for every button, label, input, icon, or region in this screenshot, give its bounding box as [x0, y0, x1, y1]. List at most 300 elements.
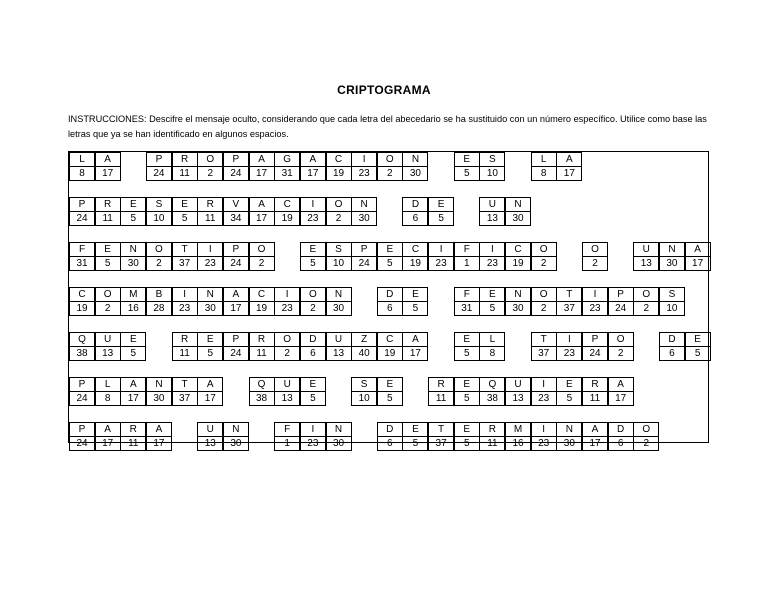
- cell-number: 17: [197, 391, 223, 406]
- cell-number: 30: [223, 436, 249, 451]
- cell-number: 23: [274, 301, 300, 316]
- letter-cell: [69, 242, 95, 272]
- letter-cell: [505, 197, 531, 227]
- cell-letter: A: [223, 287, 249, 302]
- letter-cell: [659, 242, 685, 272]
- letter-cell: [377, 287, 403, 317]
- cell-number: 5: [454, 391, 480, 406]
- cell-letter: O: [274, 332, 300, 347]
- letter-cell: [172, 332, 198, 362]
- letter-cell: [146, 152, 172, 182]
- cell-number: 30: [326, 436, 352, 451]
- cell-number: 11: [197, 211, 223, 226]
- cell-letter: C: [505, 242, 531, 257]
- cell-number: 17: [582, 436, 608, 451]
- letter-cell: [556, 287, 582, 317]
- cell-number: 23: [479, 256, 505, 271]
- letter-cell: [351, 242, 377, 272]
- cell-number: 5: [172, 211, 198, 226]
- cell-number: 24: [69, 211, 95, 226]
- cell-letter: C: [274, 197, 300, 212]
- cell-number: 23: [531, 436, 557, 451]
- cell-letter: R: [197, 197, 223, 212]
- cell-letter: P: [582, 332, 608, 347]
- letter-cell: [402, 242, 428, 272]
- letter-cell: [274, 152, 300, 182]
- cell-letter: O: [146, 242, 172, 257]
- letter-cell: [582, 242, 608, 272]
- cell-number: 2: [531, 256, 557, 271]
- cell-letter: E: [685, 332, 711, 347]
- cell-letter: N: [197, 287, 223, 302]
- cell-number: 28: [146, 301, 172, 316]
- letter-cell: [300, 152, 326, 182]
- letter-cell: [95, 332, 121, 362]
- cell-number: 24: [351, 256, 377, 271]
- cell-letter: C: [249, 287, 275, 302]
- letter-cell: [531, 377, 557, 407]
- cell-number: 19: [377, 346, 403, 361]
- letter-cell: [479, 422, 505, 452]
- cell-number: 19: [69, 301, 95, 316]
- letter-cell: [172, 242, 198, 272]
- letter-cell: [377, 377, 403, 407]
- cell-letter: P: [223, 332, 249, 347]
- letter-cell: [402, 332, 428, 362]
- cell-number: 5: [120, 211, 146, 226]
- cell-number: 19: [402, 256, 428, 271]
- letter-cell: [69, 152, 95, 182]
- cell-letter: D: [402, 197, 428, 212]
- cell-letter: N: [120, 242, 146, 257]
- letter-cell: [274, 197, 300, 227]
- cell-letter: E: [172, 197, 198, 212]
- cell-letter: E: [454, 377, 480, 392]
- cell-number: 5: [685, 346, 711, 361]
- cell-letter: S: [479, 152, 505, 167]
- cell-number: 5: [377, 391, 403, 406]
- letter-cell: [377, 152, 403, 182]
- cell-number: 1: [274, 436, 300, 451]
- cell-number: 5: [120, 346, 146, 361]
- letter-cell: [505, 287, 531, 317]
- letter-cell: [556, 152, 582, 182]
- cell-letter: C: [326, 152, 352, 167]
- cell-number: 11: [479, 436, 505, 451]
- cell-number: 2: [377, 166, 403, 181]
- letter-cell: [120, 377, 146, 407]
- letter-cell: [172, 197, 198, 227]
- letter-cell: [326, 197, 352, 227]
- cell-number: 5: [402, 301, 428, 316]
- letter-cell: [531, 422, 557, 452]
- letter-cell: [249, 377, 275, 407]
- cell-letter: E: [454, 152, 480, 167]
- cell-letter: R: [120, 422, 146, 437]
- cell-letter: U: [274, 377, 300, 392]
- cell-letter: P: [69, 197, 95, 212]
- letter-cell: [608, 377, 634, 407]
- cell-number: 2: [326, 211, 352, 226]
- cell-letter: D: [377, 422, 403, 437]
- letter-cell: [454, 332, 480, 362]
- cell-number: 24: [146, 166, 172, 181]
- cell-number: 8: [479, 346, 505, 361]
- cell-number: 31: [274, 166, 300, 181]
- cell-number: 2: [146, 256, 172, 271]
- letter-cell: [249, 332, 275, 362]
- cell-number: 30: [120, 256, 146, 271]
- cell-number: 5: [300, 391, 326, 406]
- letter-cell: [633, 422, 659, 452]
- cell-letter: D: [659, 332, 685, 347]
- cell-number: 30: [351, 211, 377, 226]
- cell-letter: L: [95, 377, 121, 392]
- cell-letter: A: [197, 377, 223, 392]
- cell-letter: S: [659, 287, 685, 302]
- cell-number: 13: [505, 391, 531, 406]
- letter-cell: [274, 332, 300, 362]
- cell-number: 10: [659, 301, 685, 316]
- cell-number: 24: [69, 436, 95, 451]
- cell-letter: V: [223, 197, 249, 212]
- cell-number: 6: [659, 346, 685, 361]
- cell-number: 2: [249, 256, 275, 271]
- letter-cell: [120, 332, 146, 362]
- letter-cell: [428, 242, 454, 272]
- letter-cell: [197, 152, 223, 182]
- cell-letter: I: [479, 242, 505, 257]
- cell-letter: E: [556, 377, 582, 392]
- page-title: CRIPTOGRAMA: [337, 83, 431, 97]
- letter-cell: [326, 332, 352, 362]
- cell-number: 37: [172, 391, 198, 406]
- cell-number: 11: [249, 346, 275, 361]
- cell-letter: E: [454, 422, 480, 437]
- cell-letter: D: [377, 287, 403, 302]
- cell-letter: F: [69, 242, 95, 257]
- letter-cell: [556, 422, 582, 452]
- letter-cell: [531, 152, 557, 182]
- cell-number: 24: [608, 301, 634, 316]
- cell-letter: Z: [351, 332, 377, 347]
- cell-letter: A: [146, 422, 172, 437]
- cell-number: 37: [428, 436, 454, 451]
- cell-number: 17: [300, 166, 326, 181]
- cell-letter: E: [95, 242, 121, 257]
- letter-cell: [146, 197, 172, 227]
- instructions-text: INSTRUCCIONES: Descifre el mensaje oculto, considerando que cada letra del abecedario se ha sustituido con un número específico. Utilice como base las letras que ya se han identificado en algunos espacios.: [68, 114, 707, 139]
- cell-letter: U: [505, 377, 531, 392]
- cell-number: 17: [556, 166, 582, 181]
- cell-letter: O: [249, 242, 275, 257]
- letter-cell: [274, 422, 300, 452]
- cell-number: 38: [249, 391, 275, 406]
- cell-letter: N: [556, 422, 582, 437]
- letter-cell: [223, 242, 249, 272]
- cell-number: 5: [428, 211, 454, 226]
- cell-number: 24: [223, 346, 249, 361]
- cell-number: 17: [120, 391, 146, 406]
- letter-cell: [582, 332, 608, 362]
- cell-number: 24: [223, 256, 249, 271]
- cell-letter: G: [274, 152, 300, 167]
- letter-cell: [197, 422, 223, 452]
- cell-number: 23: [582, 301, 608, 316]
- letter-cell: [608, 332, 634, 362]
- cell-number: 17: [249, 166, 275, 181]
- cell-number: 37: [556, 301, 582, 316]
- cell-number: 38: [479, 391, 505, 406]
- cell-number: 30: [556, 436, 582, 451]
- cell-number: 23: [556, 346, 582, 361]
- cell-letter: A: [249, 197, 275, 212]
- letter-cell: [326, 287, 352, 317]
- letter-cell: [197, 287, 223, 317]
- cell-letter: N: [402, 152, 428, 167]
- letter-cell: [582, 377, 608, 407]
- cell-number: 23: [428, 256, 454, 271]
- letter-cell: [659, 287, 685, 317]
- cell-number: 5: [377, 256, 403, 271]
- letter-cell: [531, 242, 557, 272]
- letter-cell: [69, 422, 95, 452]
- letter-cell: [351, 197, 377, 227]
- cell-number: 6: [377, 301, 403, 316]
- cell-letter: O: [531, 242, 557, 257]
- cell-letter: A: [249, 152, 275, 167]
- cell-letter: P: [146, 152, 172, 167]
- letter-cell: [633, 242, 659, 272]
- letter-cell: [197, 197, 223, 227]
- cell-letter: N: [505, 197, 531, 212]
- cell-letter: E: [120, 197, 146, 212]
- cell-number: 5: [300, 256, 326, 271]
- cell-number: 38: [69, 346, 95, 361]
- letter-cell: [95, 287, 121, 317]
- cell-number: 23: [197, 256, 223, 271]
- letter-cell: [428, 377, 454, 407]
- cell-number: 5: [479, 301, 505, 316]
- cell-letter: N: [146, 377, 172, 392]
- cell-letter: R: [428, 377, 454, 392]
- letter-cell: [120, 242, 146, 272]
- cell-number: 2: [197, 166, 223, 181]
- cell-letter: U: [633, 242, 659, 257]
- letter-cell: [402, 152, 428, 182]
- letter-cell: [146, 242, 172, 272]
- letter-cell: [95, 377, 121, 407]
- letter-cell: [402, 197, 428, 227]
- cell-letter: I: [556, 332, 582, 347]
- cell-letter: P: [223, 242, 249, 257]
- cell-letter: A: [685, 242, 711, 257]
- cell-letter: R: [172, 152, 198, 167]
- cell-letter: R: [479, 422, 505, 437]
- letter-cell: [249, 287, 275, 317]
- letter-cell: [608, 287, 634, 317]
- letter-cell: [223, 287, 249, 317]
- cell-letter: T: [428, 422, 454, 437]
- cell-number: 37: [172, 256, 198, 271]
- cell-letter: E: [428, 197, 454, 212]
- letter-cell: [428, 197, 454, 227]
- cell-letter: N: [326, 422, 352, 437]
- letter-cell: [531, 332, 557, 362]
- letter-cell: [659, 332, 685, 362]
- cell-letter: A: [95, 422, 121, 437]
- cell-letter: N: [351, 197, 377, 212]
- cell-number: 5: [95, 256, 121, 271]
- cell-number: 23: [300, 211, 326, 226]
- cell-letter: A: [402, 332, 428, 347]
- cell-number: 34: [223, 211, 249, 226]
- letter-cell: [326, 152, 352, 182]
- cell-letter: F: [454, 242, 480, 257]
- cell-letter: E: [454, 332, 480, 347]
- cell-number: 23: [172, 301, 198, 316]
- cell-number: 17: [95, 166, 121, 181]
- letter-cell: [454, 377, 480, 407]
- cell-letter: T: [531, 332, 557, 347]
- cell-number: 2: [608, 346, 634, 361]
- letter-cell: [197, 377, 223, 407]
- letter-cell: [505, 242, 531, 272]
- cell-letter: T: [172, 377, 198, 392]
- cell-letter: R: [95, 197, 121, 212]
- cell-number: 37: [531, 346, 557, 361]
- letter-cell: [505, 422, 531, 452]
- cell-letter: I: [531, 377, 557, 392]
- cell-letter: E: [402, 422, 428, 437]
- letter-cell: [556, 377, 582, 407]
- cell-number: 10: [351, 391, 377, 406]
- letter-cell: [172, 377, 198, 407]
- cell-number: 30: [505, 301, 531, 316]
- cell-letter: O: [326, 197, 352, 212]
- cell-letter: C: [402, 242, 428, 257]
- cell-number: 6: [377, 436, 403, 451]
- cell-letter: R: [172, 332, 198, 347]
- cell-number: 11: [120, 436, 146, 451]
- cell-letter: E: [402, 287, 428, 302]
- letter-cell: [95, 422, 121, 452]
- cell-letter: R: [249, 332, 275, 347]
- letter-cell: [69, 377, 95, 407]
- cell-letter: P: [351, 242, 377, 257]
- cell-letter: P: [69, 377, 95, 392]
- letter-cell: [351, 332, 377, 362]
- cell-letter: P: [608, 287, 634, 302]
- cell-letter: I: [300, 197, 326, 212]
- cell-letter: O: [582, 242, 608, 257]
- cell-number: 5: [454, 436, 480, 451]
- cell-number: 13: [633, 256, 659, 271]
- cell-number: 23: [351, 166, 377, 181]
- cell-letter: I: [172, 287, 198, 302]
- cell-number: 17: [95, 436, 121, 451]
- cell-number: 30: [326, 301, 352, 316]
- letter-cell: [582, 422, 608, 452]
- cell-letter: E: [300, 242, 326, 257]
- cell-letter: A: [608, 377, 634, 392]
- cell-letter: M: [505, 422, 531, 437]
- cell-letter: P: [69, 422, 95, 437]
- letter-cell: [582, 287, 608, 317]
- cell-number: 5: [454, 166, 480, 181]
- letter-cell: [274, 377, 300, 407]
- cell-number: 13: [326, 346, 352, 361]
- cell-letter: N: [326, 287, 352, 302]
- cell-letter: P: [223, 152, 249, 167]
- cell-number: 13: [274, 391, 300, 406]
- cell-number: 24: [223, 166, 249, 181]
- cell-letter: O: [377, 152, 403, 167]
- letter-cell: [223, 152, 249, 182]
- cell-letter: A: [300, 152, 326, 167]
- cell-number: 2: [300, 301, 326, 316]
- cell-letter: D: [300, 332, 326, 347]
- cell-letter: C: [69, 287, 95, 302]
- letter-cell: [402, 287, 428, 317]
- cell-number: 23: [531, 391, 557, 406]
- letter-cell: [300, 422, 326, 452]
- cell-letter: A: [582, 422, 608, 437]
- cell-number: 8: [531, 166, 557, 181]
- cell-number: 10: [479, 166, 505, 181]
- cell-letter: S: [351, 377, 377, 392]
- cell-number: 19: [249, 301, 275, 316]
- letter-cell: [197, 332, 223, 362]
- cell-letter: I: [428, 242, 454, 257]
- letter-cell: [95, 152, 121, 182]
- cell-letter: A: [120, 377, 146, 392]
- cell-number: 5: [454, 346, 480, 361]
- cell-number: 2: [633, 301, 659, 316]
- cell-number: 30: [197, 301, 223, 316]
- cell-letter: O: [300, 287, 326, 302]
- cell-number: 17: [685, 256, 711, 271]
- cell-number: 19: [326, 166, 352, 181]
- letter-cell: [69, 287, 95, 317]
- cell-letter: L: [531, 152, 557, 167]
- cell-letter: S: [326, 242, 352, 257]
- cell-letter: T: [556, 287, 582, 302]
- cell-letter: E: [479, 287, 505, 302]
- letter-cell: [120, 422, 146, 452]
- letter-cell: [223, 197, 249, 227]
- letter-cell: [685, 332, 711, 362]
- cell-letter: E: [377, 242, 403, 257]
- cell-letter: N: [223, 422, 249, 437]
- cell-letter: Q: [69, 332, 95, 347]
- cell-number: 2: [633, 436, 659, 451]
- cell-letter: Q: [479, 377, 505, 392]
- letter-cell: [454, 242, 480, 272]
- cell-letter: T: [172, 242, 198, 257]
- letter-cell: [479, 332, 505, 362]
- cell-letter: A: [556, 152, 582, 167]
- letter-cell: [274, 287, 300, 317]
- cell-number: 6: [300, 346, 326, 361]
- cell-number: 13: [479, 211, 505, 226]
- letter-cell: [249, 242, 275, 272]
- cell-letter: N: [659, 242, 685, 257]
- letter-cell: [556, 332, 582, 362]
- cell-letter: N: [505, 287, 531, 302]
- cell-number: 2: [582, 256, 608, 271]
- letter-cell: [300, 332, 326, 362]
